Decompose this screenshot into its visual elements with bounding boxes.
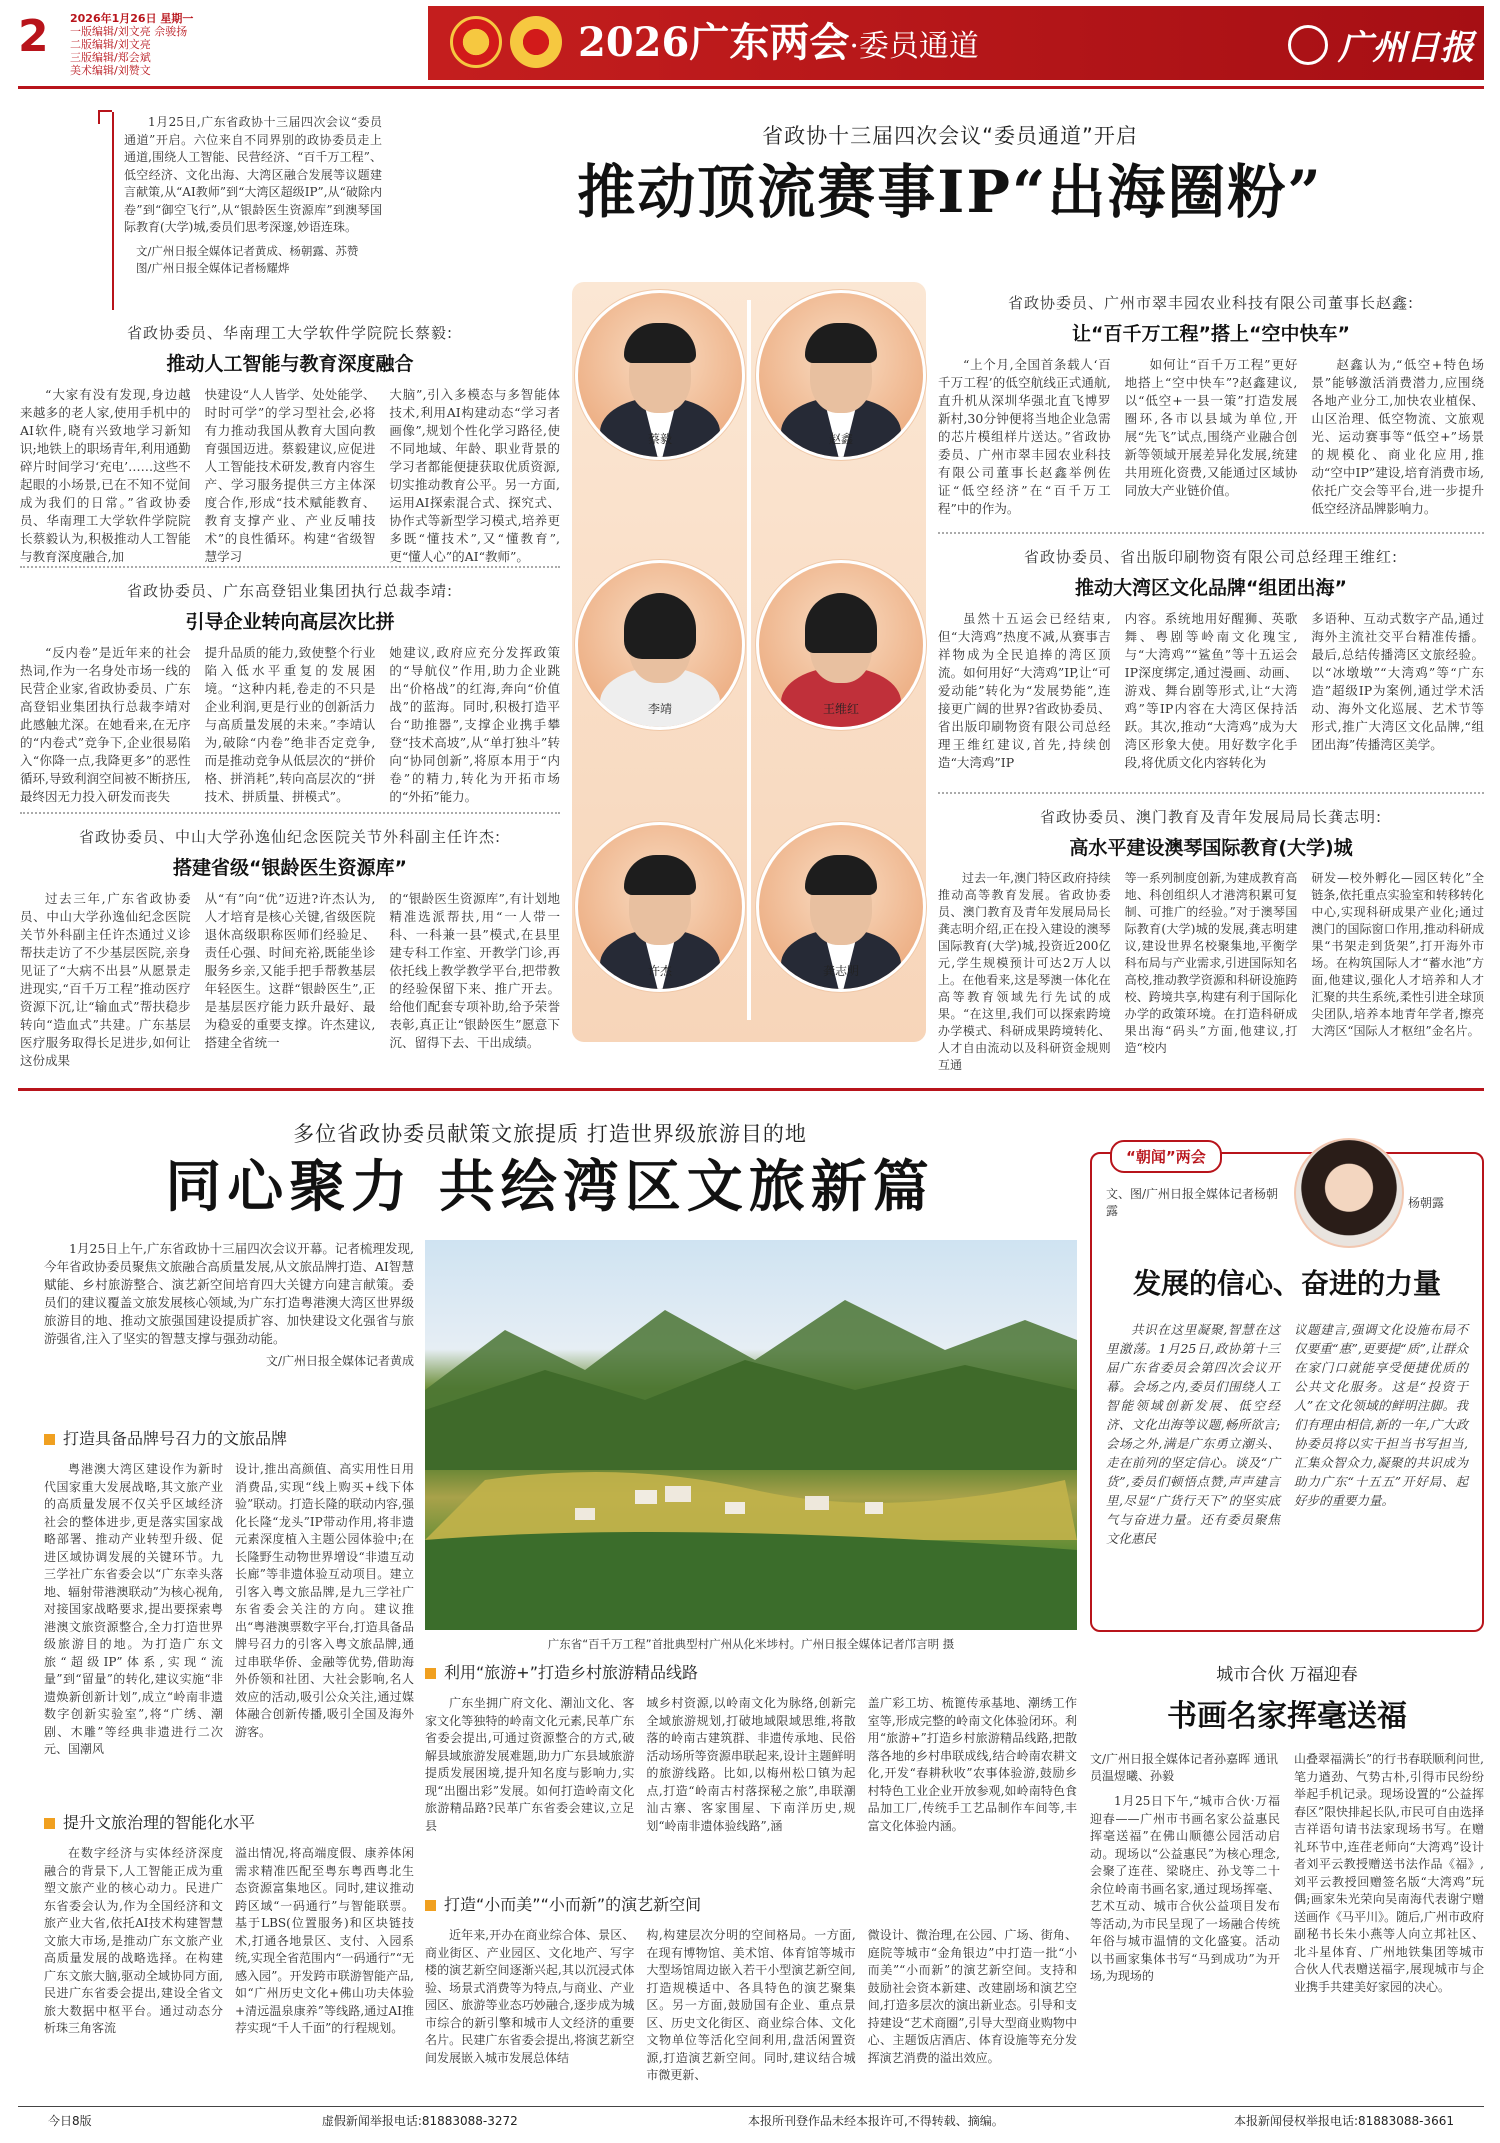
column-tag: “朝闻”两会 [1110, 1140, 1222, 1173]
portrait-name: 蔡毅 [647, 432, 672, 446]
article-lijing [20, 580, 560, 806]
article-body: 赵鑫认为,“低空+特色场景”能够激活消费潜力,应围绕各地产业分工,加快农业植保、山区治理、低空物流、文旅观光、运动赛事等“低空+”场景的规模化、商业化应用,推动“空中IP”建设,培育消费市场,依托广交会等平台,进一步提升低空经济品牌影响力。 [1311, 357, 1485, 516]
calligraphy-body: 1月25日下午,“城市合伙·万福迎春——广州市书画名家公益惠民挥毫送福”在佛山顺德公园活动启动。现场以“公益惠民”为核心理念,会聚了连荏、梁晓庄、孙戈等二十余位岭南书画名家,通过现场挥毫、艺术互动、城市合伙公益项目发布等活动,为市民呈现了一场融合传统年俗与城市温情的文化盛宴。活动以书画家集体书写“马到成功”为开场,为现场的 [1090, 1794, 1280, 1983]
lead-byline: 文/广州日报全媒体记者黄成、杨朝露、苏赞 [136, 243, 359, 258]
article-subhead: 省政协委员、澳门教育及青年发展局局长龚志明: [1039, 808, 1383, 826]
article-title: 搭建省级“银龄医生资源库” [173, 857, 407, 879]
feature-subhead: 利用“旅游+”打造乡村旅游精品线路 [444, 1663, 698, 1682]
portrait-name: 李靖 [647, 702, 672, 716]
portrait-gongzhiming [756, 822, 926, 992]
footer-hotline: 本报新闻侵权举报电话:81883088-3661 [1233, 2114, 1454, 2128]
emblem-icon [450, 16, 502, 68]
feature-body: 域乡村资源,以岭南文化为脉络,创新完全域旅游规划,打破地域限域思维,将散落的岭南古建筑群、非遗传承地、民俗活动场所等资源串联起来,设计主题鲜明的旅游线路。比如,以梅州松口镇为起点,打造“岭南古村落探秘之旅”,串联潮汕古寨、客家围屋、下南洋历史,规划“岭南非遗体验线路”,涵 [646, 1696, 856, 1833]
feature-byline: 文/广州日报全媒体记者黄成 [265, 1354, 414, 1368]
article-body: 大脑”,引入多模态与多智能体技术,利用AI构建动态“学习者画像”,规划个性化学习路径,使不同地域、年龄、职业背景的学习者都能便捷获取优质资源,切实推动教育公平。另一方面,运用AI探索混合式、探究式、协作式等新型学习模式,培养更多既“懂技术”,又“懂教育”,更“懂人心”的AI“教师”。 [389, 387, 561, 564]
article-gongzhiming [938, 806, 1484, 1074]
feature-title: 同心聚力 共绘湾区文旅新篇 [165, 1154, 935, 1220]
article-body: “上个月,全国首条载人‘百千万工程’的低空航线正式通航,直升机从深圳华强北直飞博罗新村,30分钟便将当地企业急需的芯片模组样片送达。”省政协委员、广州市翠丰园农业科技有限公司董事长赵鑫举例佐证“低空经济”在“百千万工程”中的作为。 [938, 357, 1111, 516]
masthead [18, 6, 1484, 80]
bullet-square-icon [44, 1818, 55, 1829]
feature-subhead: 打造“小而美”“小而新”的演艺新空间 [444, 1895, 702, 1914]
editor-line: 二版编辑/刘文亮 [70, 38, 151, 51]
footer-rule [18, 2106, 1484, 2107]
calligraphy-body: 山叠翠福满长”的行书春联顺利问世,笔力遒劲、气势古朴,引得市民纷纷举起手机记录。现场设置的“公益挥春区”限快排起长队,市民可自由选择吉祥语句请书法家现场书写。在赠礼环节中,连荏老师向“大湾鸡”设计者刘平云教授赠送书法作品《福》,刘平云教授回赠签名版“大湾鸡”玩偶;画家朱光荣向吴南海代表谢宁赠送画作《马平川》。随后,广州市政府副秘书长朱小燕等人向立邦社区、北斗星体育、广州地铁集团等城市合伙人代表赠送福字,展现城市与企业携手共建美好家园的决心。 [1294, 1752, 1484, 1994]
section-divider [938, 532, 1484, 534]
landscape-illustration [425, 1240, 1077, 1630]
portrait-caiyi [575, 290, 745, 460]
article-wangweihong [938, 546, 1484, 772]
headline-kicker: 省政协十三届四次会议“委员通道”开启 [762, 124, 1138, 148]
divider-line [747, 300, 751, 1020]
article-body: 她建议,政府应充分发挥政策的“导航仪”作用,助力企业跳出“价格战”的红海,奔向“价值战”的蓝海。同时,积极打造平台“助推器”,支撑企业携手攀登“技术高坡”,从“单打独斗”转向“协同创新”,将原本用于“内卷”的精力,转化为开拓市场的“外拓”能力。 [389, 645, 561, 804]
feature-body: 微设计、微治理,在公园、广场、街角、庭院等城市“金角银边”中打造一批“小而美”“小而新”的演艺新空间。支持和鼓励社会资本新建、改建剧场和演艺空间,打造多层次的演出新业态。引导和支持建设“艺术商圈”,引导大型商业购物中心、主题饭店酒店、体育设施等充分发挥演艺消费的溢出效应。 [867, 1928, 1077, 2065]
editor-line: 美术编辑/刘赞文 [70, 64, 151, 77]
portrait-name: 赵鑫 [828, 432, 853, 446]
feature-body: 粤港澳大湾区建设作为新时代国家重大发展战略,其文旅产业的高质量发展不仅关乎区域经济社会的整体进步,更是落实国家战略部署、推动产业转型升级、促进区域协调发展的关键环节。九三学社广东省委会以“广东幸头落地、辐射带港澳联动”为核心视角,对接国家战略要求,提出要探索粤港澳文旅资源整合,全力打造世界级旅游目的地。为打造广东文旅“超级IP”体系,实现“流量”到“留量”的转化,建议实施“非遗焕新创新计划”,成立“岭南非遗数字创新实验室”,将“广绣、潮剧、木雕”等经典非遗进行二次元、国潮风 [44, 1462, 223, 1756]
portrait-name: 许杰 [647, 964, 672, 978]
feature-body: 广东坐拥广府文化、潮汕文化、客家文化等独特的岭南文化元素,民革广东省委会提出,可通过资源整合的方式,破解县域旅游发展难题,助力广东县域旅游提质发展困境,提升知名度与影响力,实现“出圈出彩”发展。如何打造岭南文化旅游精品路?民革广东省委会建议,立足县 [425, 1696, 635, 1833]
article-title: 高水平建设澳琴国际教育(大学)城 [1069, 837, 1353, 859]
column-text: 议题建言,强调文化设施布局不仅要重“惠”,更要提“质”,让群众在家门口就能享受便捷优质的公共文化服务。这是“投资于人”在文化领域的鲜明注脚。我们有理由相信,新的一年,广大政协委员将以实干担当书写担当,汇集众智众力,凝聚的共识成为助力广东“十五五”开好局、起好步的重要力量。 [1294, 1322, 1468, 1508]
feature-subhead-row [425, 1660, 1077, 1683]
avatar [1294, 1138, 1404, 1248]
portrait-name: 龚志明 [822, 964, 859, 978]
portrait-zhaoxin [756, 290, 926, 460]
footer-hotline: 虚假新闻举报电话:81883088-3272 [321, 2114, 518, 2128]
feature-photo-caption: 广东省“百千万工程”首批典型村广州从化米埗村。广州日报全媒体记者邝言明 摄 [547, 1637, 955, 1651]
article-subhead: 省政协委员、广州市翠丰园农业科技有限公司董事长赵鑫: [1007, 294, 1415, 312]
feature-kicker: 多位省政协委员献策文旅提质 打造世界级旅游目的地 [293, 1122, 807, 1146]
article-body: 从“有”向“优”迈进?许杰认为,人才培育是核心关键,省级医院退休高级职称医师们经验足、责任心强、时间充裕,既能坐诊服务乡亲,又能手把手帮教基层年轻医生。这群“银龄医生”,正是基层医疗能力跃升最好、最为稳妥的重要支撑。许杰建议,搭建全省统一 [204, 891, 376, 1050]
newspaper-logo [1288, 20, 1474, 69]
portrait-wangweihong [756, 560, 926, 730]
portrait-name: 王维红 [822, 702, 859, 716]
article-body: 内容。系统地用好醒狮、英歌舞、粤剧等岭南文化瑰宝,与“大湾鸡”“鲨鱼”等十五运会IP深度绑定,通过漫画、动画、游戏、舞台剧等形式,让“大湾鸡”等IP内容在大湾区保持活跃。其次,推动“大湾鸡”成为大湾区形象大使。用好数字化手段,将优质文化内容转化为 [1124, 611, 1298, 770]
calligraphy-article [1090, 1660, 1484, 1996]
section-title [578, 18, 979, 72]
article-body: 过去三年,广东省政协委员、中山大学孙逸仙纪念医院关节外科副主任许杰通过义诊帮扶走访了不少基层医院,亲身见证了“大病不出县”从愿景走进现实,“百千万工程”推动医疗资源下沉,让“输血式”帮扶稳步转向“造血式”共建。广东基层医疗服务取得长足进步,如何让这份成果 [20, 891, 191, 1068]
bullet-square-icon [425, 1668, 436, 1679]
feature-body: 盖广彩工坊、梳篦传承基地、潮绣工作室等,形成完整的岭南文化体验闭环。利用“旅游+”打造乡村旅游精品线路,把散落各地的乡村串联成线,结合岭南农耕文化,开发“春耕秋收”农事体验游,鼓励乡村特色工业企业开放参观,如岭南特色食品加工厂,传统手工艺品制作车间等,丰富文化体验内涵。 [867, 1696, 1077, 1833]
cppcc-emblem-icon [510, 16, 562, 68]
column-host-name: 杨朝露 [1408, 1196, 1445, 1210]
calligraphy-byline: 文/广州日报全媒体记者孙嘉晖 通讯员温煜曦、孙毅 [1090, 1752, 1278, 1783]
article-title: 让“百千万工程”搭上“空中快车” [1072, 323, 1350, 345]
masthead-rule [18, 86, 1484, 89]
article-xujie [20, 826, 560, 1070]
feature-subhead: 打造具备品牌号召力的文旅品牌 [63, 1429, 288, 1448]
article-title: 推动大湾区文化品牌“组团出海” [1075, 577, 1347, 599]
article-zhaoxin [938, 292, 1484, 518]
article-subhead: 省政协委员、华南理工大学软件学院院长蔡毅: [126, 324, 454, 342]
bullet-square-icon [44, 1434, 55, 1445]
feature-section-4 [425, 1892, 1077, 2085]
newspaper-name: 广州日报 [1338, 28, 1474, 68]
section-divider [938, 792, 1484, 794]
article-body: 多语种、互动式数字产品,通过海外主流社交平台精准传播。最后,总结传播湾区文旅经验。以“冰墩墩”“大湾鸡”等“广东造”超级IP为案例,通过学术活动、海外文化巡展、艺术节等形式,推广大湾区文化品牌,“组团出海”传播湾区美学。 [1311, 611, 1485, 752]
article-title: 引导企业转向高层次比拼 [185, 611, 395, 633]
section-divider [20, 566, 560, 568]
lead-text: 1月25日,广东省政协十三届四次会议“委员通道”开启。六位来自不同界别的政协委员走上通道,围绕人工智能、民营经济、“百千万工程”、低空经济、文化出海、大湾区融合发展等议题建言献策,从“AI教师”到“大湾区超级IP”,从“破除内卷”到“御空飞行”,从“银龄医生资源库”到澳琴国际教育(大学)城,委员们思考深邃,妙语连珠。 [124, 115, 382, 234]
feature-subhead-row [44, 1426, 414, 1449]
feature-subhead: 提升文旅治理的智能化水平 [63, 1813, 256, 1832]
portrait-lijing [575, 560, 745, 730]
article-body: 提升品质的能力,致使整个行业陷入低水平重复的发展困境。“这种内耗,卷走的不只是企业利润,更是行业的创新活力与高质量发展的未来。”李靖认为,破除“内卷”绝非否定竞争,而是推动竞争从低层次的“拼价格、拼消耗”,转向高层次的“拼技术、拼质量、拼模式”。 [204, 645, 376, 804]
column-title: 发展的信心、奋进的力量 [1132, 1267, 1441, 1300]
lead-byline: 图/广州日报全媒体记者杨耀烨 [136, 260, 290, 275]
article-subhead: 省政协委员、省出版印刷物资有限公司总经理王维红: [1023, 548, 1399, 566]
portrait-xujie [575, 822, 745, 992]
mid-rule [18, 1088, 1484, 1091]
article-body: 如何让“百千万工程”更好地搭上“空中快车”?赵鑫建议,以“低空+一县一策”打造发展圈环,各市以县域为单位,开展“先飞”试点,围绕产业融合创新等领域开展差异化发展,统建共用班化资费,又能通过区域协同放大产业链价值。 [1124, 357, 1298, 498]
article-body: 虽然十五运会已经结束,但“大湾鸡”热度不减,从赛事吉祥物成为全民追捧的湾区顶流。如何用好“大湾鸡”IP,让“可爱动能”转化为“发展势能”,连接更广阔的世界?省政协委员、省出版印刷物资有限公司总经理王维红建议,首先,持续创造“大湾鸡”IP [938, 611, 1111, 770]
feature-subhead-row [44, 1810, 414, 1833]
article-body: 的“银龄医生资源库”,有计划地精准选派帮扶,用“一人带一科、一科兼一县”模式,在县里建专科工作室、开教学门诊,再依托线上教学教学平台,把带教的经验保留下来、推广开去。给他们配套专项补助,给予荣誉表彰,真正让“银龄医生”愿意下沉、留得下去、干出成绩。 [389, 891, 561, 1050]
feature-body: 溢出情况,将高端度假、康养体闲需求精准匹配至粤东粤西粤北生态资源富集地区。同时,建议推动跨区域“一码通行”与智能联票。基于LBS(位置服务)和区块链技术,打通各地景区、支付、入园系统,实现全省范围内“一码通行”“无感入园”。开发跨市联游智能产品,如“广州历史文化+佛山功夫体验+清远温泉康养”等线路,通过AI推荐实现“千人千面”的行程规划。 [235, 1846, 414, 2035]
feature-body: 在数字经济与实体经济深度融合的背景下,人工智能正成为重塑文旅产业的核心动力。民进广东省委会认为,作为全国经济和文旅产业大省,依托AI技术构建智慧文旅大市场,是推动广东文旅产业高质量发展的战略选择。在构建广东文旅大脑,驱动全域协同方面,民进广东省委会提出,建设全省文旅大数据中枢平台。通过动态分析珠三角客流 [44, 1846, 223, 2035]
masthead-info [70, 12, 193, 77]
editor-line: 一版编辑/刘文亮 佘骏扬 [70, 25, 188, 38]
article-body: 研发—校外孵化—园区转化”全链条,依托重点实验室和转移转化中心,实现科研成果产业化;通过澳门的国际窗口作用,推动科研成果“书架走到货架”,打开海外市场。在构筑国际人才“蓄水池”方面,他建议,强化人才培养和人才汇聚的共生系统,柔性引进全球顶尖团队,培养本地青年学者,擦亮大湾区“国际人才枢纽”金名片。 [1311, 871, 1485, 1038]
feature-body: 构,构建层次分明的空间格局。一方面,在现有博物馆、美术馆、体育馆等城市大型场馆周边嵌入若干小型演艺新空间,打造规模适中、各具特色的演艺聚集区。另一方面,鼓励国有企业、重点景区、历史文化街区、商业综合体、文化文物单位等活化空间利用,盘活闲置资源,打造演艺新空间。同时,建议结合城市微更新、 [646, 1928, 856, 2082]
column-text: 共识在这里凝聚,智慧在这里激荡。1月25日,政协第十三届广东省委员会第四次会议开幕。会场之内,委员们围绕人工智能领域创新发展、低空经济、文化出海等议题,畅所欲言;会场之外,满是广东勇立潮头、走在前列的坚定信心。谈及“广货”,委员们顿悟点赞,声声建言里,尽显“广货行天下”的坚实底气与奋进力量。还有委员聚焦文化惠民 [1106, 1322, 1280, 1546]
article-subhead: 省政协委员、中山大学孙逸仙纪念医院关节外科副主任许杰: [78, 828, 502, 846]
calligraphy-kicker: 城市合伙 万福迎春 [1216, 1665, 1358, 1685]
feature-subhead-row [425, 1892, 1077, 1915]
bullet-square-icon [425, 1900, 436, 1911]
lead-corner [98, 110, 112, 124]
column-body [1106, 1320, 1468, 1548]
footer-page-count: 今日8版 [48, 2114, 92, 2128]
article-body: 等一系列制度创新,为建成教育高地、科创组织人才港湾积累可复制、可推广的经验。”对于澳琴国际教育(大学)城的发展,龚志明建议,建设世界名校聚集地,平衡学科布局与产业需求,引进国际知名高校,推动教学资源和科研设施跨校、跨境共享,构建有利于国际化办学的政策环境。在打造科研成果出海“码头”方面,他建议,打造“校内 [1124, 871, 1298, 1055]
column-byline: 文、图/广州日报全媒体记者杨朝露 [1106, 1187, 1279, 1218]
lead-box [112, 112, 390, 310]
date-line: 2026年1月26日 星期一 [70, 12, 194, 25]
section-title-main: 2026广东两会 [578, 19, 850, 66]
article-body: 过去一年,澳门特区政府持续推动高等教育发展。省政协委员、澳门教育及青年发展局局长龚志明介绍,正在投入建设的澳琴国际教育(大学)城,投资近200亿元,学生规模预计可达2万人以上。在他看来,这是琴澳一体化在高等教育领域先行先试的成果。“在这里,我们可以探索跨境办学模式、科研成果跨境转化、人才自由流动以及科研资金规则互通 [938, 871, 1111, 1072]
feature-body: 近年来,开办在商业综合体、景区、商业街区、产业园区、文化地产、写字楼的演艺新空间逐渐兴起,其以沉浸式体验、场景式消费等为特点,与商业、产业园区、旅游等业态巧妙融合,逐步成为城市综合的新引擎和城市人文经济的重要名片。民建广东省委会提出,将演艺新空间发展嵌入城市发展总体结 [425, 1928, 635, 2065]
section-divider [20, 812, 560, 814]
feature-lead-text: 1月25日上午,广东省政协十三届四次会议开幕。记者梳理发现,今年省政协委员聚焦文旅融合高质量发展,从文旅品牌打造、AI智慧赋能、乡村旅游整合、演艺新空间培育四大关键方向建言献策。委员们的建议覆盖文旅发展核心领域,为广东打造粤港澳大湾区世界级旅游目的地、推动文旅强国建设提质扩容、加快建设文化强省与旅游强省,注入了坚实的智慧支撑与强劲动能。 [44, 1241, 414, 1346]
footer-copyright: 本报所刊登作品未经本报许可,不得转载、摘编。 [747, 2114, 1004, 2128]
logo-icon [1288, 25, 1328, 65]
feature-photo [425, 1240, 1077, 1630]
article-subhead: 省政协委员、广东高登铝业集团执行总裁李靖: [126, 582, 454, 600]
footer [18, 2112, 1484, 2129]
calligraphy-title: 书画名家挥毫送福 [1167, 1699, 1407, 1734]
headline-title: 推动顶流赛事IP“出海圈粉” [577, 158, 1323, 226]
feature-lead [44, 1240, 414, 1370]
feature-section-2 [44, 1810, 414, 2038]
article-body: “大家有没有发现,身边越来越多的老人家,使用手机中的AI软件,晓有兴致地学习新知识;地铁上的职场青年,利用通勤碎片时间学习‘充电’……这些不起眼的小场景,已在不知不觉间成为我们的日常。”省政协委员、华南理工大学软件学院院长蔡毅认为,积极推动人工智能与教育深度融合,加 [20, 387, 191, 564]
article-body: 快建设“人人皆学、处处能学、时时可学”的学习型社会,必将有力推动我国从教育大国向教育强国迈进。蔡毅建议,应促进人工智能技术研发,教育内容生产、学习服务提供三方主体深度合作,形成“技术赋能教育、教育支撑产业、产业反哺技术”的良性循环。构建“省级智慧学习 [204, 387, 376, 564]
article-title: 推动人工智能与教育深度融合 [166, 353, 414, 375]
feature-body: 设计,推出高颜值、高实用性日用消费品,实现“线上购买+线下体验”联动。打造长隆的联动内容,强化长隆“龙头”IP带动作用,将非遗元素深度植入主题公园体验中;在长隆野生动物世界增设“非遗互动长廊”等非遗体验互动项目。建立引客入粤文旅品牌,是九三学社广东省委会关注的方向。建议推出“粤港澳票数字平台,打造具备品牌号召力的引客入粤文旅品牌,通过串联华侨、金融等优势,借助海外侨领和社团、大社会影响,名人效应的活动,吸引公众关注,通过媒体融合创新传播,吸引全国及海外游客。 [235, 1462, 414, 1739]
editor-line: 三版编辑/郑会斌 [70, 51, 151, 64]
feature-section-3 [425, 1660, 1077, 1835]
section-title-sub: ·委员通道 [849, 29, 979, 64]
article-caiyi [20, 322, 560, 566]
page-number: 2 [18, 11, 49, 62]
article-body: “反内卷”是近年来的社会热词,作为一名身处市场一线的民营企业家,省政协委员、广东高登铝业集团执行总裁李靖对此感触尤深。在她看来,在无序的“内卷式”竞争下,企业很易陷入“你降一点,我降更多”的恶性循环,导致利润空间被不断挤压,最终因无力投入研发而丧失 [20, 645, 191, 804]
feature-section-1 [44, 1426, 414, 1759]
